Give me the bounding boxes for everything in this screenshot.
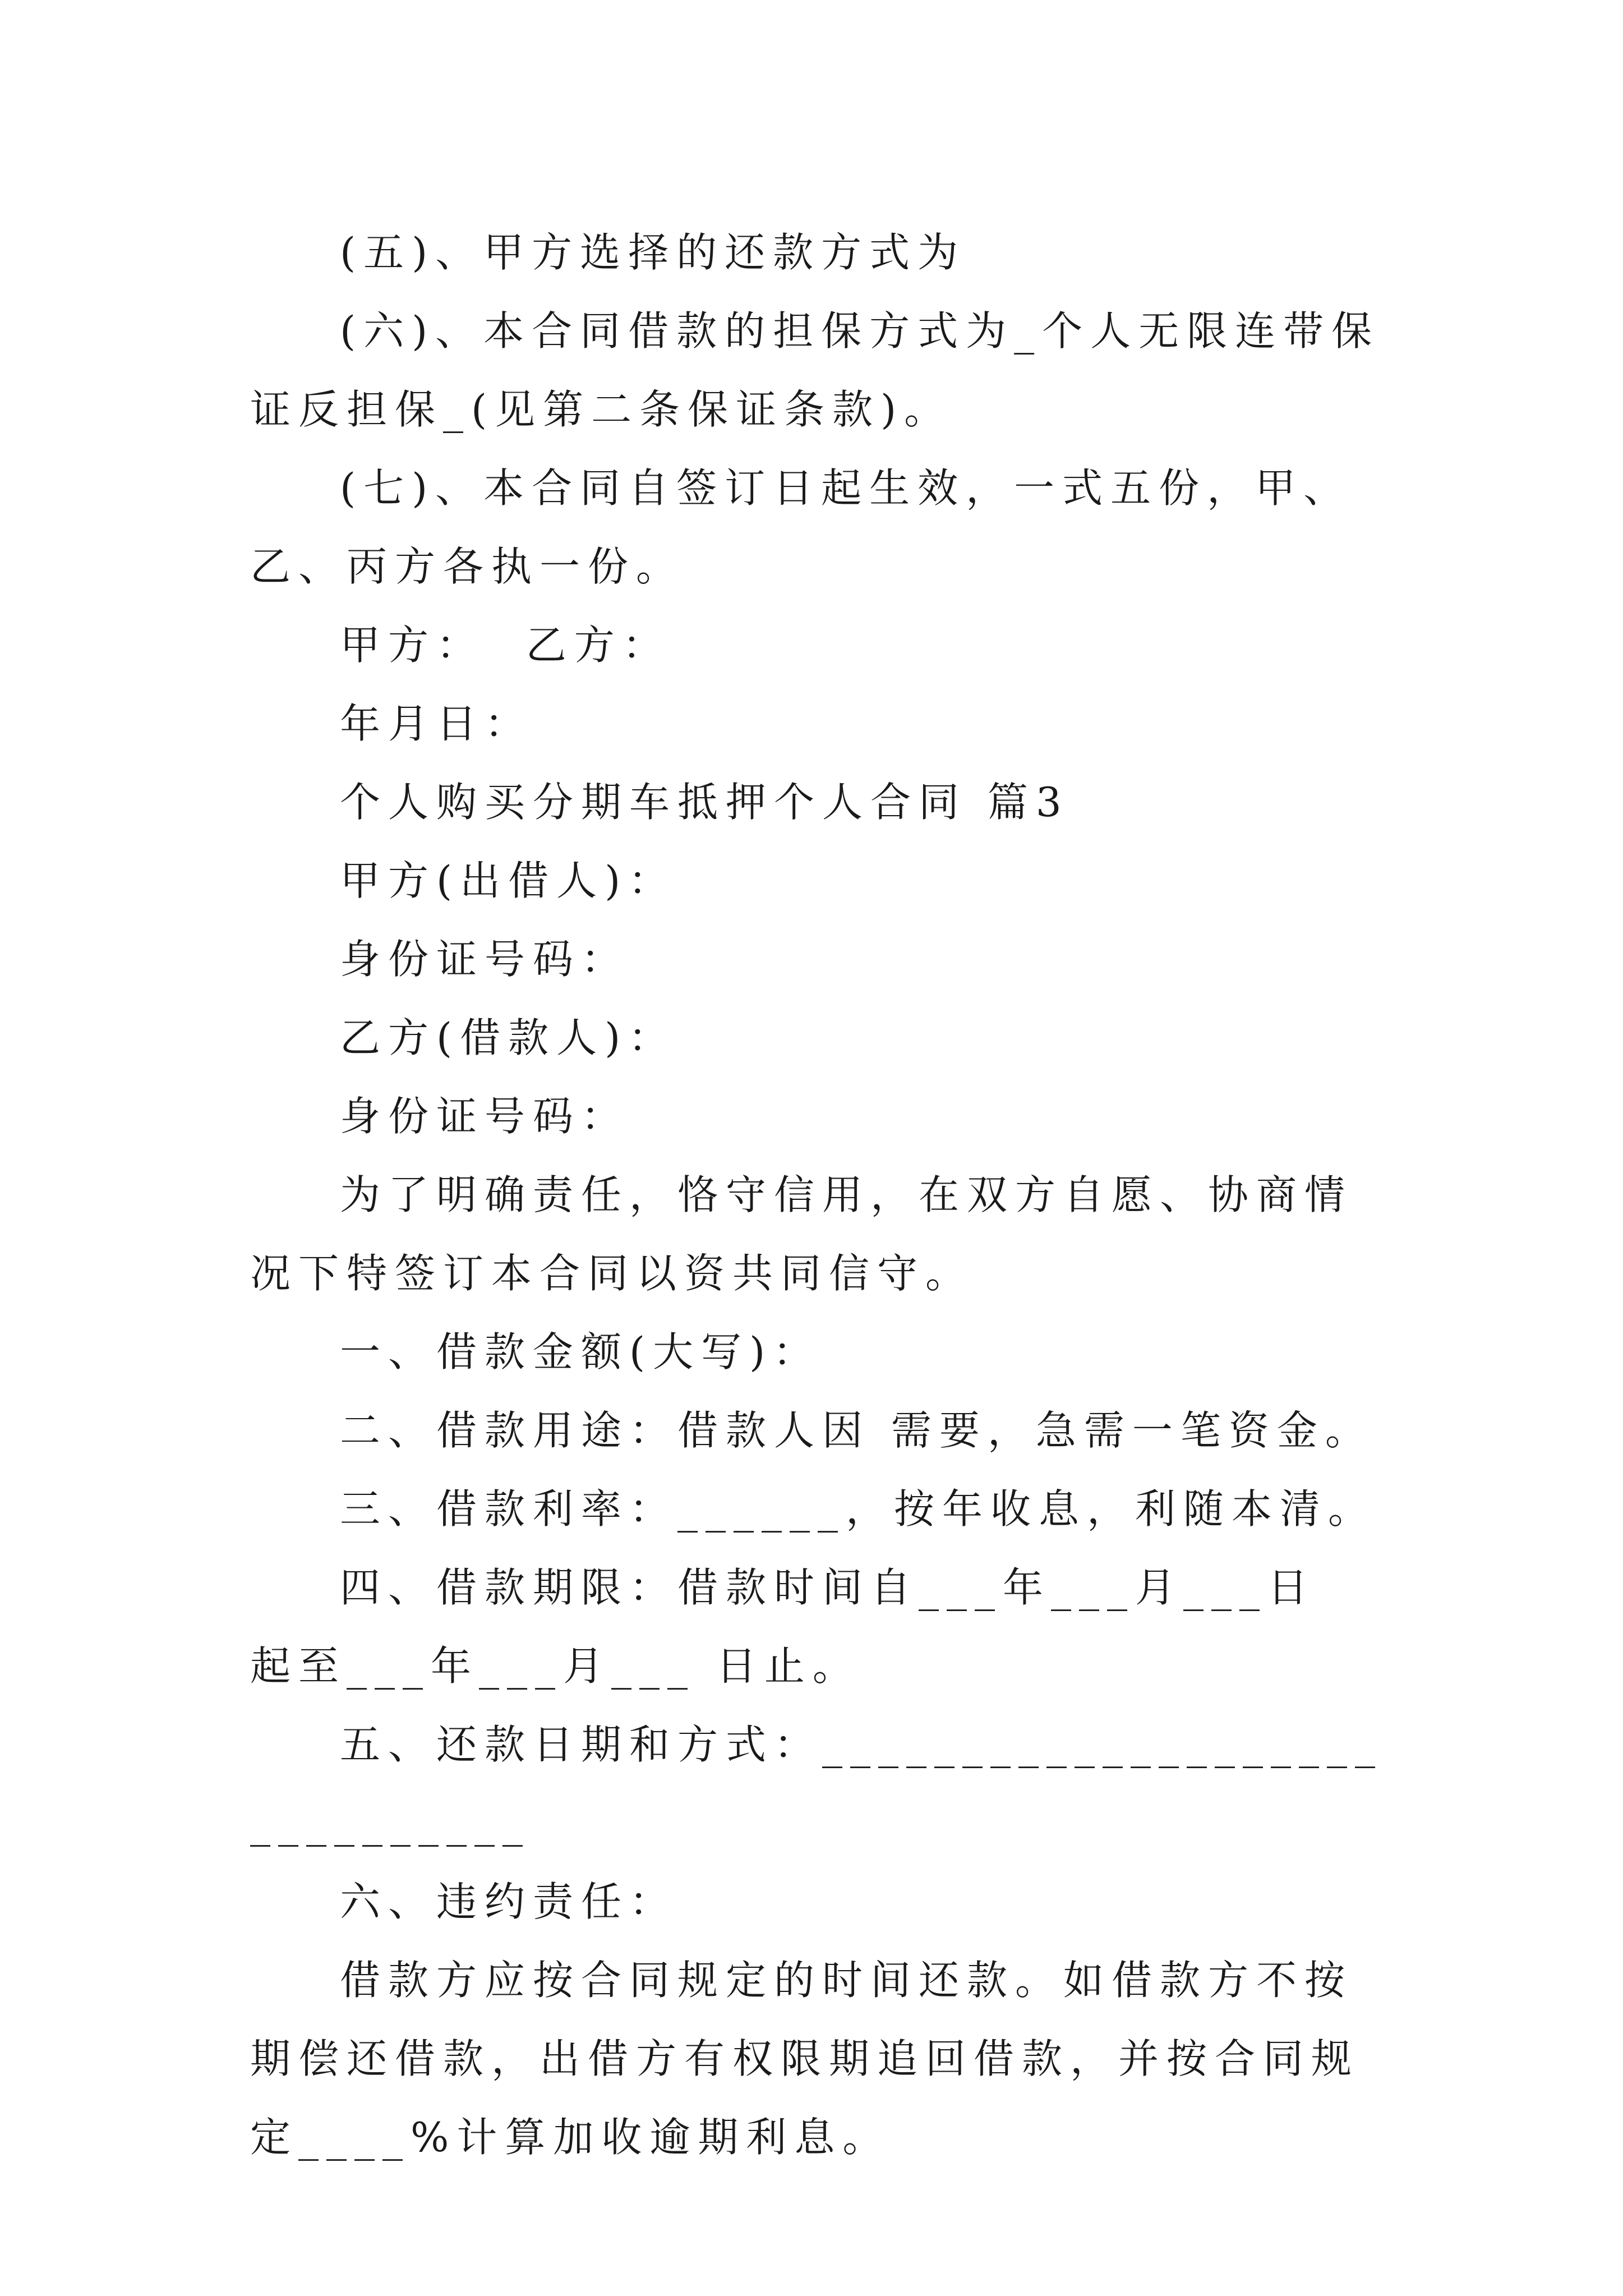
document-body	[250, 213, 1383, 2177]
preamble-paragraph: 为了明确责任，恪守信用，在双方自愿、协商情况下特签订本合同以资共同信守。	[250, 1171, 1353, 1297]
article-3-interest-rate: 三、借款利率：______，按年收息，利随本清。	[340, 1485, 1377, 1533]
article-5-repayment-date: 五、还款日期和方式：______________________________	[250, 1721, 1384, 1847]
party-signature-line: 甲方： 乙方：	[340, 622, 671, 669]
clause-5-repayment-method: (五)、甲方选择的还款方式为	[340, 229, 966, 276]
article-1-loan-amount: 一、借款金额(大写)：	[340, 1328, 822, 1375]
article-4-loan-term: 四、借款期限：借款时间自___年___月___日 起至___年___月___ 日止。	[250, 1564, 1336, 1690]
lender-id-line: 身份证号码：	[340, 936, 630, 983]
borrower-line: 乙方(借款人)：	[340, 1014, 677, 1061]
article-2-loan-purpose: 二、借款用途：借款人因 需要，急需一笔资金。	[340, 1407, 1373, 1454]
liability-paragraph: 借款方应按合同规定的时间还款。如借款方不按期偿还借款，出借方有权限期追回借款，并按合同规定____%计算加收逾期利息。	[250, 1957, 1360, 2161]
clause-6-guarantee-method: (六)、本合同借款的担保方式为_个人无限连带保证反担保_(见第二条保证条款)。	[250, 307, 1380, 433]
article-6-liability-heading: 六、违约责任：	[340, 1878, 678, 1925]
clause-7-effectiveness: (七)、本合同自签订日起生效，一式五份，甲、乙、丙方各执一份。	[250, 464, 1352, 590]
section-heading: 个人购买分期车抵押个人合同 篇3	[340, 779, 1069, 826]
borrower-id-line: 身份证号码：	[340, 1093, 630, 1140]
lender-line: 甲方(出借人)：	[340, 857, 677, 904]
date-line: 年月日：	[340, 700, 533, 747]
